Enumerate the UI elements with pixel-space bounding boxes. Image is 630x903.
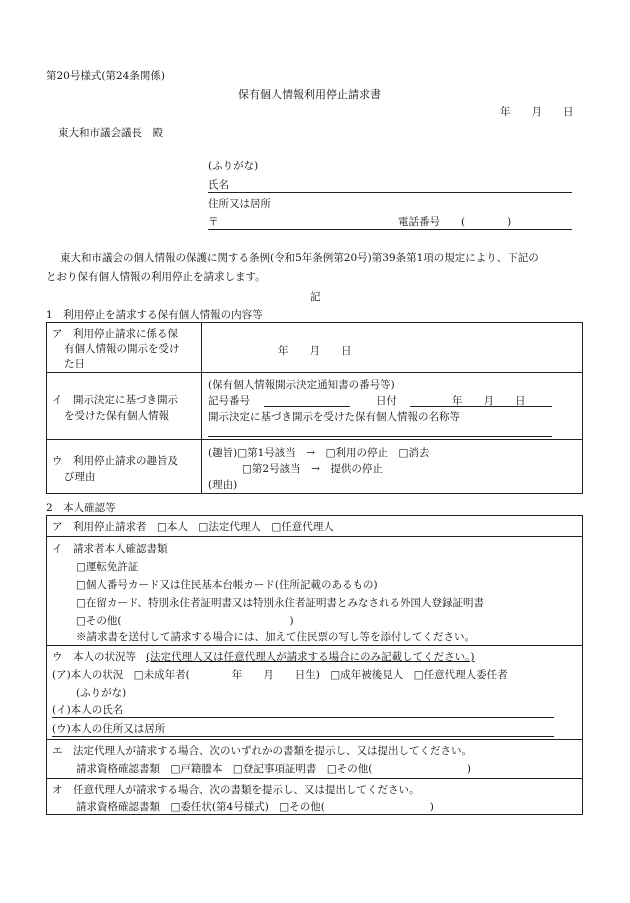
furigana-label: (ふりがな) — [208, 160, 259, 172]
postal-label: 〒 — [208, 216, 219, 228]
id-doc-item[interactable]: □個人番号カード又は住民基本台帳カード(住所記載のあるもの) — [76, 579, 378, 591]
principal-name-field[interactable] — [52, 717, 554, 718]
form-number: 第20号様式(第24条関係) — [46, 70, 165, 82]
ki-mark: 記 — [310, 291, 321, 303]
row-i-number-field[interactable] — [264, 406, 350, 407]
row-u-label-1: ウ 利用停止請求の趣旨及 — [52, 455, 178, 467]
proxy-instruction: オ 任意代理人が請求する場合、次の書類を提示し、又は提出してください。 — [52, 784, 420, 796]
proxy-docs[interactable]: 請求資格確認書類 □委任状(第4号様式) □その他( ) — [76, 801, 434, 813]
row-i-date-value: 年 月 日 — [452, 395, 526, 407]
section2-row-sep-1 — [46, 536, 583, 537]
row-a-label-2: 有個人情報の開示を受け — [64, 343, 180, 355]
row-i-date-field[interactable] — [410, 406, 552, 407]
id-doc-item[interactable]: □運転免許証 — [76, 561, 139, 573]
legal-rep-docs[interactable]: 請求資格確認書類 □戸籍謄本 □登記事項証明書 □その他( ) — [76, 763, 471, 775]
body-text-line-2: とおり保有個人情報の利用停止を請求します。 — [46, 271, 266, 283]
name-field[interactable] — [208, 192, 572, 193]
row-a-label-1: ア 利用停止請求に係る保 — [52, 328, 178, 340]
address-field[interactable] — [208, 229, 572, 230]
date-label: 年 月 日 — [500, 106, 574, 118]
principal-furigana: (ふりがな) — [76, 687, 127, 699]
id-doc-item[interactable]: □在留カード、特別永住者証明書又は特別永住者証明書とみなされる外国人登録証明書 — [76, 597, 484, 609]
page-title: 保有個人情報利用停止請求書 — [238, 88, 381, 101]
section2-row-sep-2 — [46, 645, 583, 646]
name-label: 氏名 — [208, 179, 229, 191]
principal-status-options[interactable]: (ア)本人の状況 □未成年者( 年 月 日生) □成年被後見人 □任意代理人委任者 — [52, 669, 508, 681]
phone-label: 電話番号 ( ) — [398, 216, 512, 228]
section1-row-sep-2 — [46, 439, 583, 440]
section2-row-sep-4 — [46, 778, 583, 779]
addressee: 東大和市議会議長 殿 — [58, 127, 163, 139]
principal-name-label: (イ)本人の氏名 — [52, 704, 124, 716]
principal-address-field[interactable] — [52, 736, 554, 737]
section1-heading: 1 利用停止を請求する保有個人情報の内容等 — [46, 309, 263, 321]
principal-address-label: (ウ)本人の住所又は居所 — [52, 723, 166, 735]
row-a-label-3: た日 — [64, 358, 85, 370]
row-i-line3: 開示決定に基づき開示を受けた保有個人情報の名称等 — [208, 411, 460, 423]
address-label: 住所又は居所 — [208, 198, 271, 210]
row-u-line1[interactable]: (趣旨)□第1号該当 → □利用の停止 □消去 — [208, 447, 430, 459]
row-i-line1: (保有個人情報開示決定通知書の番号等) — [208, 379, 395, 391]
principal-status-note: (法定代理人又は任意代理人が請求する場合にのみ記載してください。) — [146, 651, 475, 663]
section1-divider — [201, 322, 202, 494]
section1-row-sep-1 — [46, 372, 583, 373]
row-i-label-1: イ 開示決定に基づき開示 — [52, 394, 178, 406]
legal-rep-instruction: エ 法定代理人が請求する場合、次のいずれかの書類を提示し、又は提出してください。 — [52, 745, 472, 757]
principal-status-title: ウ 本人の状況等 — [52, 651, 136, 663]
row-a-date[interactable]: 年 月 日 — [278, 345, 352, 357]
section2-heading: 2 本人確認等 — [46, 502, 116, 514]
body-text-line-1: 東大和市議会の個人情報の保護に関する条例(令和5年条例第20号)第39条第1項の規定により、下記の — [60, 252, 539, 264]
row-u-line3: (理由) — [208, 479, 238, 491]
section2-row-sep-3 — [46, 739, 583, 740]
id-doc-note: ※請求書を送付して請求する場合には、加えて住民票の写し等を添付してください。 — [76, 631, 475, 643]
row-i-number-label: 記号番号 — [208, 395, 250, 407]
requester-type[interactable]: ア 利用停止請求者 □本人 □法定代理人 □任意代理人 — [52, 521, 334, 533]
row-i-label-2: を受けた保有個人情報 — [64, 410, 169, 422]
id-docs-title: イ 請求者本人確認書類 — [52, 543, 168, 555]
row-i-name-field[interactable] — [208, 436, 552, 437]
row-u-line2[interactable]: □第2号該当 → 提供の停止 — [242, 463, 383, 475]
id-doc-item[interactable]: □その他( ) — [76, 615, 294, 627]
row-u-label-2: び理由 — [64, 471, 96, 483]
row-i-date-label: 日付 — [376, 395, 397, 407]
